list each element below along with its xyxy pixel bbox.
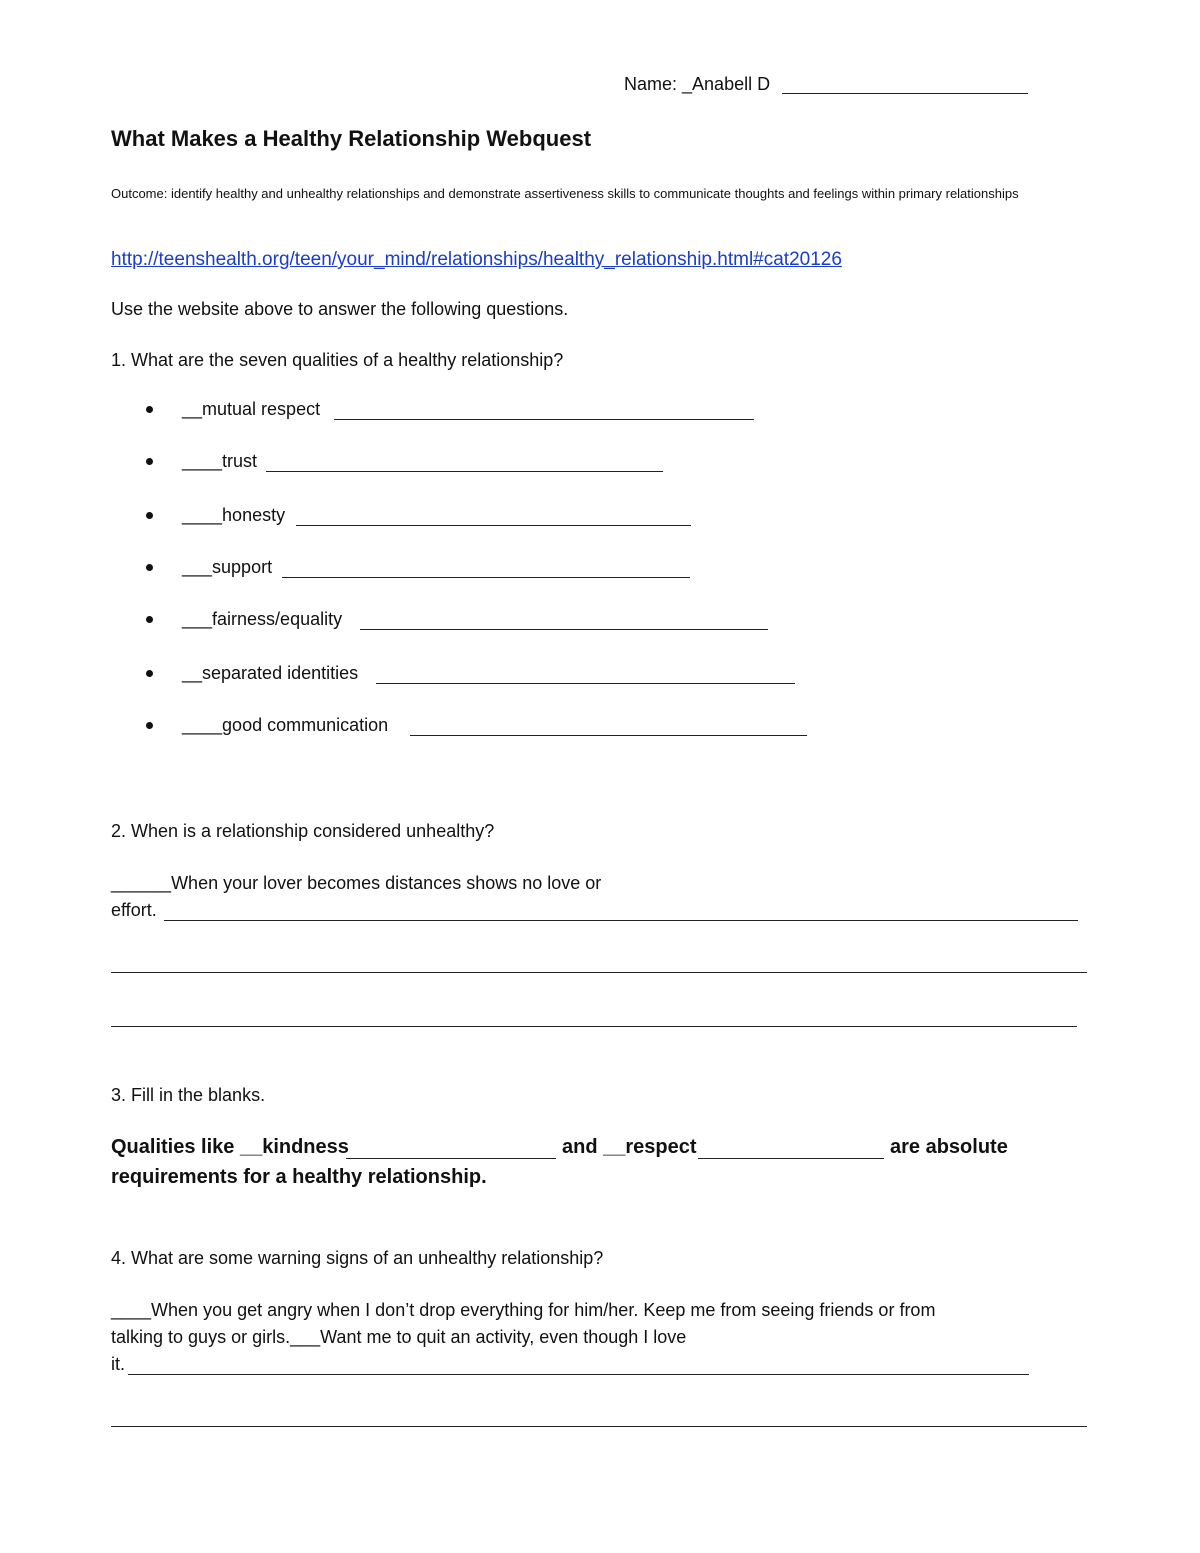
fill-blank-suffix: are absolute bbox=[890, 1136, 1008, 1158]
name-label bbox=[624, 74, 770, 95]
answer-line bbox=[360, 629, 768, 630]
answer-line bbox=[111, 1426, 1087, 1427]
bullet-icon bbox=[146, 670, 153, 677]
answer-line bbox=[164, 920, 1078, 921]
bullet-icon bbox=[146, 616, 153, 623]
answer-1-7[interactable]: ____good communication bbox=[182, 715, 389, 735]
answer-line bbox=[346, 1158, 556, 1159]
instructions: Use the website above to answer the following questions. bbox=[111, 299, 569, 319]
answer-line bbox=[334, 419, 754, 420]
fill-blank-2[interactable]: and __respect bbox=[562, 1136, 697, 1158]
answer-line bbox=[296, 525, 691, 526]
name-label-text: Name: bbox=[624, 74, 683, 94]
bullet-icon bbox=[146, 406, 153, 413]
fill-blank-1[interactable]: Qualities like __kindness bbox=[111, 1136, 349, 1158]
name-underline bbox=[782, 93, 1028, 94]
answer-2-line-2[interactable]: effort. bbox=[111, 900, 157, 920]
answer-1-3[interactable]: ____honesty bbox=[182, 505, 286, 525]
answer-line bbox=[376, 683, 795, 684]
bullet-icon bbox=[146, 512, 153, 519]
page-title: What Makes a Healthy Relationship Webquest bbox=[111, 126, 592, 151]
fill-blank-line-2: requirements for a healthy relationship. bbox=[111, 1166, 487, 1188]
answer-line bbox=[698, 1158, 884, 1159]
answer-1-1[interactable]: __mutual respect bbox=[182, 399, 321, 419]
question-4: 4. What are some warning signs of an unhealthy relationship? bbox=[111, 1248, 604, 1268]
answer-4-line-3[interactable]: it. bbox=[111, 1354, 126, 1374]
question-1: 1. What are the seven qualities of a healthy relationship? bbox=[111, 350, 564, 370]
answer-1-4[interactable]: ___support bbox=[182, 557, 273, 577]
bullet-icon bbox=[146, 458, 153, 465]
bullet-icon bbox=[146, 564, 153, 571]
bullet-icon bbox=[146, 722, 153, 729]
answer-line bbox=[111, 972, 1087, 973]
name-value[interactable]: _Anabell D bbox=[682, 74, 771, 94]
answer-1-2[interactable]: ____trust bbox=[182, 451, 258, 471]
answer-1-5[interactable]: ___fairness/equality bbox=[182, 609, 343, 629]
answer-line bbox=[128, 1374, 1029, 1375]
answer-4-line-1[interactable]: ____When you get angry when I don’t drop everything for him/her. Keep me from seeing friends or from bbox=[111, 1300, 936, 1320]
outcome-text: Outcome: identify healthy and unhealthy relationships and demonstrate assertiveness skills to communicate thoughts and feelings within primary relationships bbox=[111, 186, 1019, 201]
question-3: 3. Fill in the blanks. bbox=[111, 1085, 266, 1105]
answer-line bbox=[282, 577, 690, 578]
answer-line bbox=[111, 1026, 1077, 1027]
teenshealth-link[interactable]: http://teenshealth.org/teen/your_mind/relationships/healthy_relationship.html#cat20126 bbox=[111, 249, 842, 270]
answer-1-6[interactable]: __separated identities bbox=[182, 663, 359, 683]
answer-4-line-2[interactable]: talking to guys or girls.___Want me to quit an activity, even though I love bbox=[111, 1327, 687, 1347]
answer-line bbox=[266, 471, 663, 472]
answer-2-line-1[interactable]: ______When your lover becomes distances shows no love or bbox=[111, 873, 602, 893]
question-2: 2. When is a relationship considered unhealthy? bbox=[111, 821, 495, 841]
answer-line bbox=[410, 735, 807, 736]
